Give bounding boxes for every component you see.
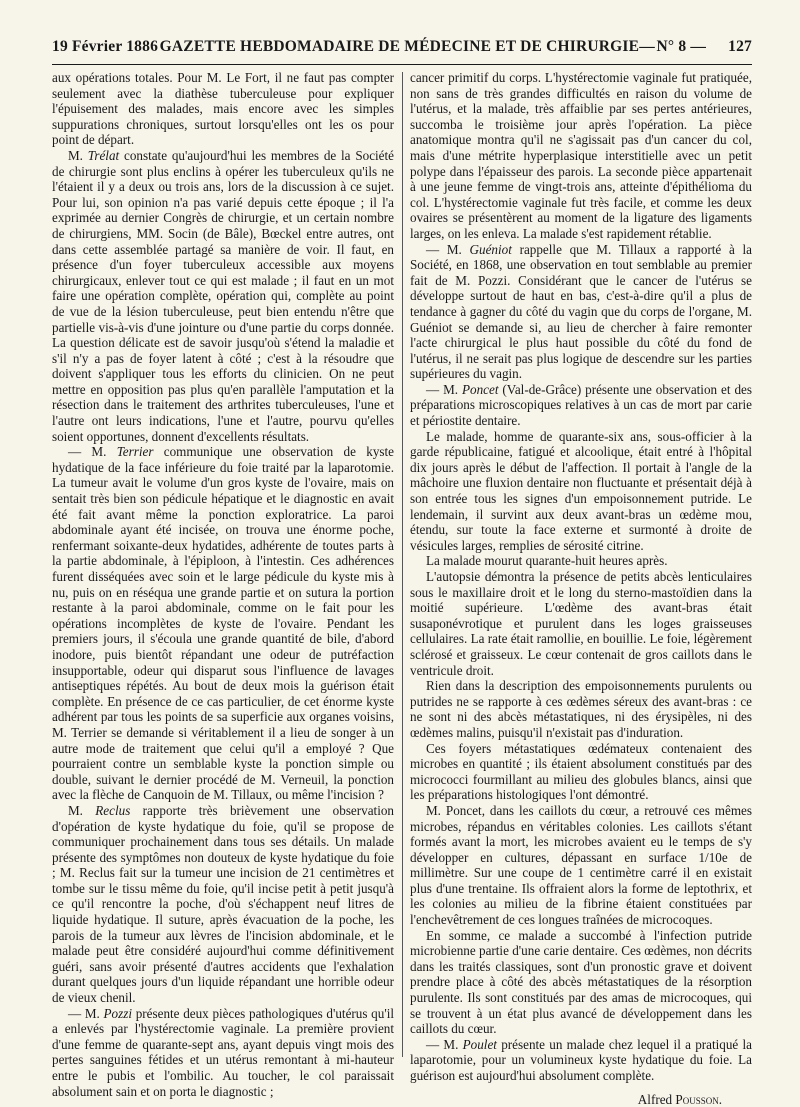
surgeon-name: Poncet — [462, 381, 499, 397]
surgeon-name: Guéniot — [469, 241, 512, 257]
surgeon-name: Reclus — [95, 802, 131, 818]
page-number: 127 — [728, 38, 752, 55]
paragraph: L'autopsie démontra la présence de petits abcès lenticulaires sous le maxillaire droit et le long du sterno-mastoïdien dans la moitié supérieure. L'œdème des avant-bras était susaponévrotique et purulent dans les loges graisseuses cellulaires. La rate était ramollie, en bouillie. Le foie, légèrement sclérosé et graisseux. Le cœur contenait de gros caillots dans le ventricule droit. — [410, 569, 752, 678]
paragraph: En somme, ce malade a succombé à l'infection putride microbienne partie d'une carie dentaire. Ces œdèmes, non décrits dans les traités classiques, sont d'un pronostic grave et doivent prendre place à côté des abcès métastatiques de la résorption purulente. Ils sont constitués par des amas de microcoques, qui se trouvent à un état plus avancé de développement dans les caillots du cœur. — [410, 927, 752, 1037]
surgeon-name: Trélat — [87, 147, 120, 163]
paragraph: M. Trélat constate qu'aujourd'hui les membres de la Société de chirurgie sont plus enclins à opérer les tuberculeux qu'ils ne l'étaient il y a deux ou trois ans, lors de la discussion à ce sujet. Pour lui, son opinion n'a pas varié depuis cette époque ; il l'a exprimée au dernier Congrès de chirurgie, et un certain nombre de chirurgiens, MM. Socin (de Bâle), Bœckel entre autres, ont dans cette assemblée partagé sa manière de voir. Il faut, en présence d'un foyer tuberculeux accessible aux moyens chirurgicaux, enlever tout ce qui est malade ; il faut en un mot faire une opération complète, opération qui, complète au point de vue de la lésion tuberculeuse, peut bien entendu n'être que partielle vis-à-vis d'une jointure ou d'une partie du corps donnée. La question délicate est de savoir jusqu'où s'étend la maladie et s'il n'y a pas de foyer latent à côté ; c'est à la résoudre que doivent s'appliquer tous les efforts du clinicien. On ne peut mettre en opposition pas plus qu'en parallèle l'amputation et la résection dans le traitement des arthrites tuberculeuses, l'une et l'autre ont leurs indications, l'une et l'autre, pourvu qu'elles soient opportunes, donnent d'excellents résultats. — [52, 147, 394, 444]
journal-title: GAZETTE HEBDOMADAIRE DE MÉDECINE ET DE CHIRURGIE— — [159, 38, 655, 55]
running-header — [52, 38, 752, 60]
surgeon-name: Terrier — [116, 444, 154, 460]
paragraph: Rien dans la description des empoisonnements purulents ou putrides ne se rapporte à ces œdèmes séreux des avant-bras : ce ne sont ni des abcès métastatiques, ni des érysipèles, ni des œdèmes malins, puisqu'il n'existait pas d'induration. — [410, 678, 752, 740]
header-date: 19 Février 1886 — [52, 38, 159, 55]
paragraph: M. Reclus rapporte très brièvement une observation d'opération de kyste hydatique du foie, qu'il se propose de communiquer prochainement dans tous ses détails. Un malade présente des symptômes non douteux de kyste hydatique du foie ; M. Reclus fait sur la tumeur une incision de 21 centimètres et tombe sur le tissu même du foie, qu'il incise petit à petit jusqu'à ce qu'il rencontre la poche, d'où s'échappent neuf litres de liquide hydatique. Il suture, après évacuation de la poche, les parois de la tumeur aux lèvres de l'incision abdominale, et le malade peut être considéré aujourd'hui comme définitivement guéri, sans avoir présenté d'autres accidents que l'exhalation durant quelques jours d'un liquide répandant une horrible odeur de vieux chenil. — [52, 802, 394, 1006]
author-signature: Alfred Pousson. — [637, 1091, 722, 1107]
issue-number: N° 8 — — [656, 38, 707, 55]
column-divider — [402, 72, 403, 1057]
paragraph: Le malade, homme de quarante-six ans, sous-officier à la garde républicaine, fatigué et alcoolique, était entré à l'hôpital dix jours après le début de l'affection. Il portait à l'angle de la mâchoire une fluxion dentaire non fluctuante et présentait déjà à son entrée tous les signes d'un empoisonnement putride. Le lendemain, il survint aux deux avant-bras un œdème mou, étendu, sur toute la face externe et surmonté à droite de vésicules larges, remplies de sérosité citrine. — [410, 428, 752, 553]
left-column — [52, 70, 394, 1099]
paragraph: M. Poncet, dans les caillots du cœur, a retrouvé ces mêmes microbes, répandus en véritables colonies. Les caillots s'étant formés avant la mort, les microbes avaient eu le temps de s'y développer en cultures, dépassant en surface 1/10e de millimètre. Sur une coupe de 1 centimètre carré il en existait plus d'une trentaine. Ils offraient alors la forme de leptothrix, et les colonies au milieu de la fibrine étaient constituées par l'enchevêtrement de ces longues traînées de microcoques. — [410, 802, 752, 928]
paragraph: — M. Poncet (Val-de-Grâce) présente une observation et des préparations microscopiques relatives à un cas de mort par carie et périostite dentaire. — [410, 381, 752, 429]
paragraph: aux opérations totales. Pour M. Le Fort, il ne faut pas compter seulement avec la diathèse tuberculeuse pour expliquer l'épuisement des malades, mais encore avec les simples suppurations chroniques, surtout lorsqu'elles ont les os pour point de départ. — [52, 70, 394, 148]
surgeon-name: Pozzi — [103, 1005, 133, 1021]
paragraph: — M. Pozzi présente deux pièces pathologiques d'utérus qu'il a enlevés par l'hystérectomie vaginale. La première provient d'une femme de quarante-sept ans, ayant depuis vingt mois des pertes sanguines fétides et un utérus remontant à mi-hauteur entre le pubis et l'ombilic. Au toucher, le col paraissait absolument sain et on porta le diagnostic ; — [52, 1005, 394, 1099]
header-rule — [52, 64, 752, 65]
surgeon-name: Poulet — [462, 1036, 497, 1052]
paragraph: Ces foyers métastatiques œdémateux contenaient des microbes en quantité ; ils étaient absolument constitués par des micrococci fourmillant au milieu des globules blancs, ainsi que les préparations histologiques l'ont démontré. — [410, 740, 752, 803]
paragraph: — M. Terrier communique une observation de kyste hydatique de la face inférieure du foie traité par la laparotomie. La tumeur avait le volume d'un gros kyste de l'ovaire, mais on sentait très bien son pédicule hépatique et le diagnostic en avait été fait avant même la ponction exploratrice. La paroi abdominale ayant été incisée, on trouva une énorme poche, renfermant soixante-deux hydatides, adhérente de toutes parts à la partie abdominale, à l'épiploon, à l'intestin. Ces adhérences furent disséquées avec soin et le large pédicule du kyste mis à nu, puis on en réséqua une grande partie et on sutura la portion restante à la paroi abdominale, comme on le fait pour les opérations incomplètes de kyste de l'ovaire. Pendant les premiers jours, il s'écoula une grande quantité de bile, d'abord inodore, puis bientôt répandant une odeur de putréfaction insupportable, odeur qui disparut sous l'influence de lavages antiseptiques répétés. Au bout de deux mois la guérison était complète. En présence de ce cas particulier, de cet énorme kyste adhérent par tous les points de sa superficie aux organes voisins, M. Terrier se demande si véritablement il a lieu de songer à un autre mode de traitement que celui qu'il a employé ? Que pourraient contre un semblable kyste la ponction simple ou double, suivant le dernier procédé de M. Verneuil, la ponction avec la flèche de Canquoin de M. Tillaux, ou même l'incision ? — [52, 444, 394, 803]
paragraph: cancer primitif du corps. L'hystérectomie vaginale fut pratiquée, non sans de très grandes difficultés en raison du volume de l'utérus, et la malade, très affaiblie par ses pertes antérieures, succomba le troisième jour après l'opération. La pièce anatomique montra qu'il ne s'agissait pas d'un cancer du col, mais d'une métrite hyperplasique interstitielle avec un petit polype dans l'épaisseur des parois. La seconde pièce appartenait à une jeune femme de vingt-trois ans, atteinte d'épithélioma du col. L'hystérectomie vaginale fut très facile, et comme les deux ovaires se présentèrent au moment de la ligature des ligaments larges, on les enleva. La malade s'est rapidement rétablie. — [410, 70, 752, 241]
paragraph: — M. Guéniot rappelle que M. Tillaux a rapporté à la Société, en 1868, une observation en tout semblable au premier fait de M. Pozzi. Considérant que le cancer de l'utérus se développe surtout de haut en bas, c'est-à-dire qu'il a plus de tendance à gagner du côté du vagin que du corps de l'organe, M. Guéniot se demande si, au lieu de chercher à faire remonter l'acte chirurgical le plus haut possible du côté du fond de l'utérus, il ne serait pas plus logique de descendre sur les parties supérieures du vagin. — [410, 241, 752, 382]
right-column — [410, 70, 752, 1107]
paragraph: — M. Poulet présente un malade chez lequel il a pratiqué la laparotomie, pour un volumineux kyste hydatique du foie. La guérison est aujourd'hui absolument complète. — [410, 1036, 752, 1083]
paragraph: La malade mourut quarante-huit heures après. — [426, 553, 668, 569]
